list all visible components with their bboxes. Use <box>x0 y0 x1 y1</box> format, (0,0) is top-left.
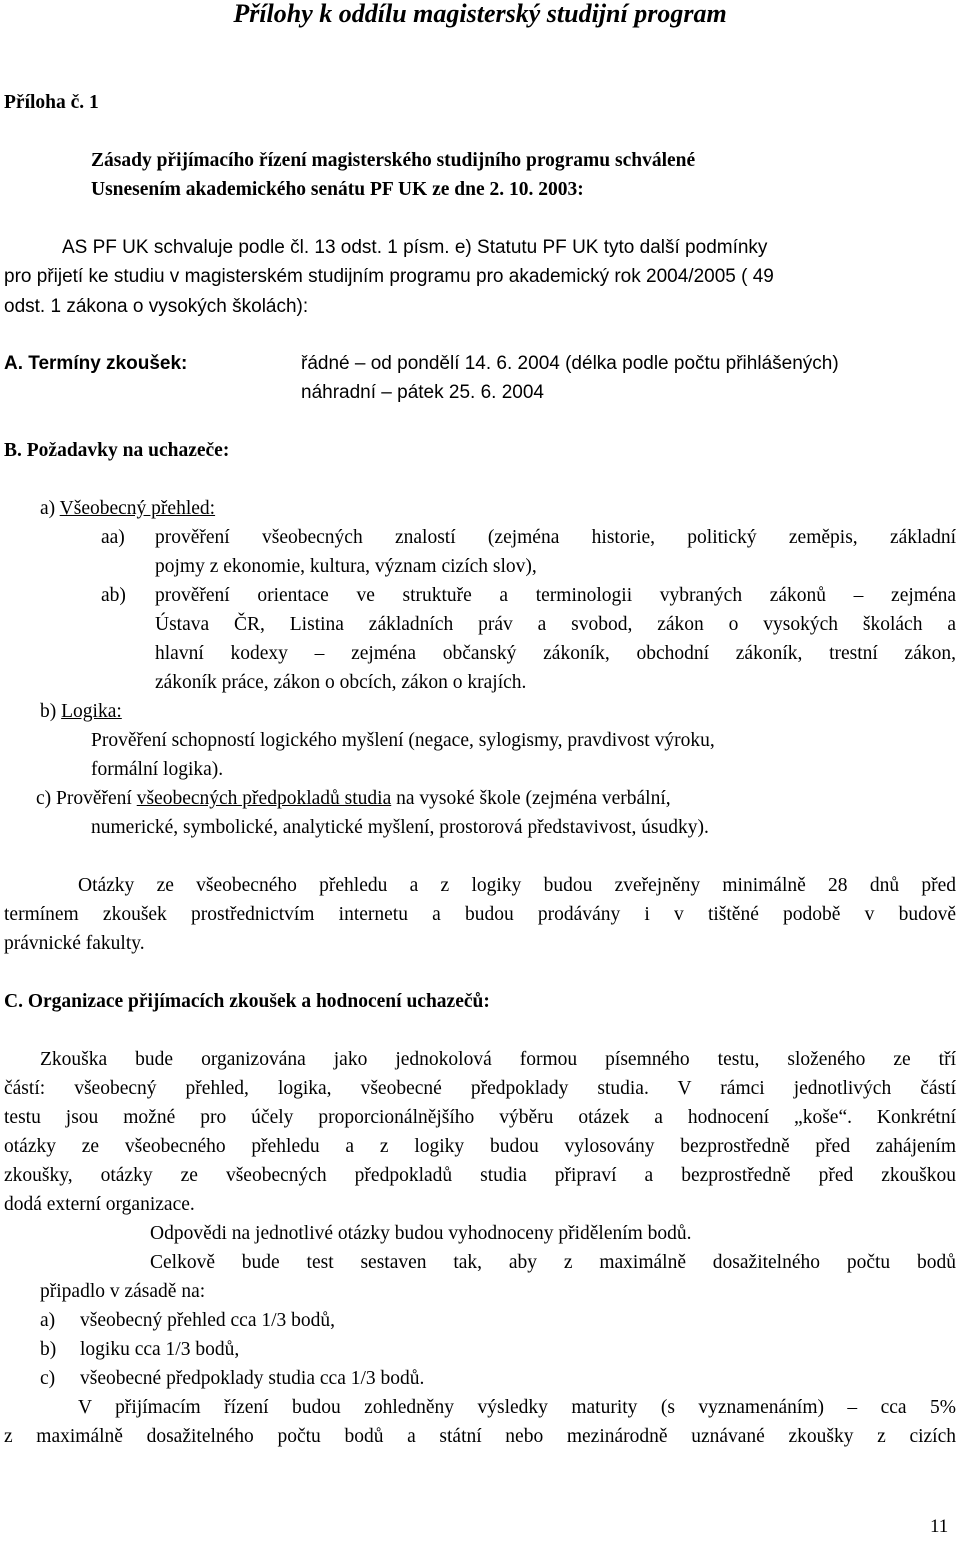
item-aa-line-1: prověření všeobecných znalostí (zejména historie, politický zeměpis, základní <box>155 527 956 548</box>
heading-line-2: Usnesením akademického senátu PF UK ze dne 2. 10. 2003: <box>91 179 584 200</box>
section-b-label: B. Požadavky na uchazeče: <box>4 440 230 461</box>
section-c-p4-line-2: z maximálně dosažitelného počtu bodů a státní nebo mezinárodně uznávané zkoušky z cizích <box>4 1426 956 1447</box>
page-number: 11 <box>930 1516 949 1537</box>
section-c-p1-line-1: Zkouška bude organizována jako jednokolová formou písemného testu, složeného ze tří <box>40 1049 956 1070</box>
intro-line-1: AS PF UK schvaluje podle čl. 13 odst. 1 písm. e) Statutu PF UK tyto další podmínky <box>62 237 768 258</box>
list-item-text: všeobecný přehled cca 1/3 bodů, <box>80 1310 336 1331</box>
item-b-heading: b) Logika: <box>40 701 122 722</box>
intro-line-2: pro přijetí ke studiu v magisterském studijním programu pro akademický rok 2004/2005 ( 49 <box>4 266 774 287</box>
section-a-label: A. Termíny zkoušek: <box>4 353 188 374</box>
list-item-text: logiku cca 1/3 bodů, <box>80 1339 240 1360</box>
intro-line-3: odst. 1 zákona o vysokých školách): <box>4 296 309 317</box>
section-a-line-1: řádné – od pondělí 14. 6. 2004 (délka podle počtu přihlášených) <box>301 353 839 374</box>
item-c-line-2: numerické, symbolické, analytické myšlení, prostorová představivost, úsudky). <box>91 817 709 838</box>
section-c-p3-line-1: Celkově bude test sestaven tak, aby z maximálně dosažitelného počtu bodů <box>150 1252 956 1273</box>
section-c-p2: Odpovědi na jednotlivé otázky budou vyhodnoceny přidělením bodů. <box>150 1223 692 1244</box>
appendix-label: Příloha č. 1 <box>4 92 99 113</box>
section-c-p1-line-4: otázky ze všeobecného přehledu a z logiky budou vylosovány bezprostředně před zahájením <box>4 1136 956 1157</box>
item-b-line-2: formální logika). <box>91 759 224 780</box>
list-item-text: všeobecné předpoklady studia cca 1/3 bodů. <box>80 1368 425 1389</box>
list-item-marker: b) <box>40 1339 57 1360</box>
heading-line-1: Zásady přijímacího řízení magisterského studijního programu schválené <box>91 150 696 171</box>
list-item-marker: c) <box>40 1368 56 1389</box>
section-c-p1-line-6: dodá externí organizace. <box>4 1194 195 1215</box>
publication-line-1: Otázky ze všeobecného přehledu a z logiky budou zveřejněny minimálně 28 dnů před <box>78 875 956 896</box>
item-a-heading: a) Všeobecný přehled: <box>40 498 216 519</box>
item-ab-line-1: prověření orientace ve struktuře a terminologii vybraných zákonů – zejména <box>155 585 956 606</box>
item-ab-line-4: zákoník práce, zákon o obcích, zákon o krajích. <box>155 672 527 693</box>
section-c-p1-line-5: zkoušky, otázky ze všeobecných předpokladů studia připraví a bezprostředně před zkouškou <box>4 1165 956 1186</box>
section-c-p3-line-2: připadlo v zásadě na: <box>40 1281 206 1302</box>
item-ab-label: ab) <box>101 585 126 606</box>
section-c-p1-line-2: částí: všeobecný přehled, logika, všeobecné předpoklady studia. V rámci jednotlivých částí <box>4 1078 956 1099</box>
page-title: Přílohy k oddílu magisterský studijní program <box>233 0 727 28</box>
item-aa-line-2: pojmy z ekonomie, kultura, význam cizích slov), <box>155 556 537 577</box>
section-c-label: C. Organizace přijímacích zkoušek a hodnocení uchazečů: <box>4 991 490 1012</box>
publication-line-2: termínem zkoušek prostřednictvím internetu a budou prodávány i v tištěné podobě v budově <box>4 904 956 925</box>
section-c-p1-line-3: testu jsou možné pro účely proporcionálnějšího výběru otázek a hodnocení „koše“. Konkrétní <box>4 1107 956 1128</box>
item-ab-line-3: hlavní kodexy – zejména občanský zákoník, obchodní zákoník, trestní zákon, <box>155 643 956 664</box>
list-item-marker: a) <box>40 1310 56 1331</box>
section-a-line-2: náhradní – pátek 25. 6. 2004 <box>301 382 544 403</box>
publication-line-3: právnické fakulty. <box>4 933 145 954</box>
item-c-line-1: c) Prověření všeobecných předpokladů studia na vysoké škole (zejména verbální, <box>36 788 671 809</box>
item-b-line-1: Prověření schopností logického myšlení (negace, sylogismy, pravdivost výroku, <box>91 730 715 751</box>
item-aa-label: aa) <box>101 527 125 548</box>
section-c-p4-line-1: V přijímacím řízení budou zohledněny výsledky maturity (s vyznamenáním) – cca 5% <box>78 1397 956 1418</box>
item-ab-line-2: Ústava ČR, Listina základních práv a svobod, zákon o vysokých školách a <box>155 614 956 635</box>
